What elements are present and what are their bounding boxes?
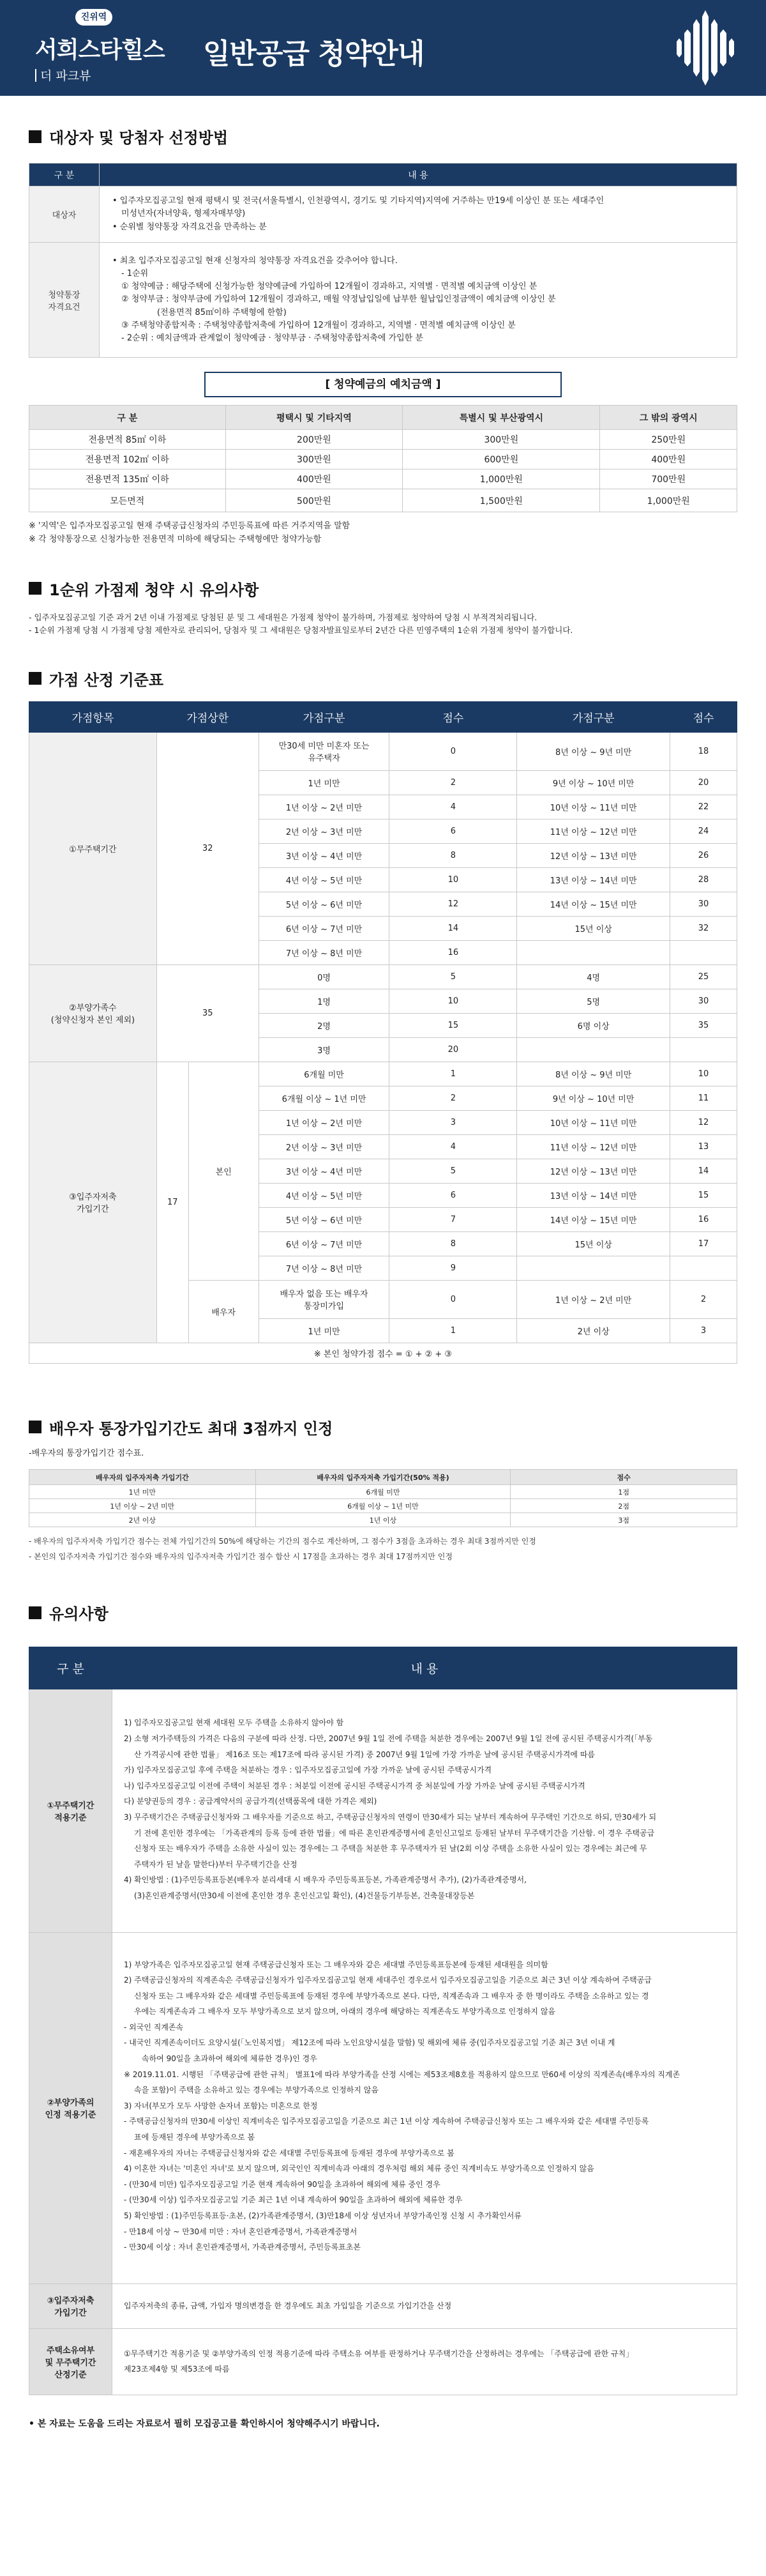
spouse-table [29,1469,737,1527]
row-label: ②부양가족의 인정 적용기준 [29,1932,112,2283]
square-bullet-icon [29,672,41,685]
table-cell: 12년 이상 ~ 13년 미만 [517,1159,670,1183]
row-content: ①무주택기간 적용기준 및 ②부양가족의 인정 적용기준에 따라 주택소유 여부를 판정하거나 무주택기간을 산정하려는 경우에는 「주택공급에 관한 규칙」 제23조제4항 및 제53조에 따름 [112,2328,737,2395]
group-label: ②부양가족수 (청약신청자 본인 제외) [29,964,157,1062]
row-label: ①무주택기간 적용기준 [29,1689,112,1932]
section-title-notes: 유의사항 [29,1601,737,1624]
eligibility-table [29,163,737,358]
table-cell: 10년 이상 ~ 11년 미만 [517,1110,670,1134]
table-cell: 400만원 [225,469,403,489]
table-row [29,1485,737,1499]
deposit-table [29,405,737,512]
table-cell: 11년 이상 ~ 12년 미만 [517,819,670,843]
table-cell: 0 [389,1280,517,1318]
table-cell: 전용면적 102㎡ 이하 [29,450,226,469]
row-label: 청약통장 자격요건 [29,243,100,358]
table-cell: 16 [389,940,517,964]
table-cell: 6개월 미만 [259,1062,389,1086]
row-content: • 최초 입주자모집공고일 현재 신청자의 청약통장 자격요건을 갖추어야 합니다. - 1순위 ① 청약예금 : 해당주택에 신청가능한 청약예금에 가입하여 12개월이 경과하고, 지역별 · 면적별 예치금액 이상인 분 ② 청약부금 : 청약부금에 가입하여 12개월이 경과하고, 매월 약정납입일에 납부한 월납입인정금액이 예치금액 이상인 분 (전용면적 85㎡이하 주택형에 한함) ③ 주택청약종합저축 : 주택청약종합저축에 가입하여 12개월이 경과하고, 지역별 · 면적별 예치금액 이상인 분 - 2순위 : 예치금액과 관계없이 청약예금 · 청약부금 · 주택청약종합저축에 가입한 분 [100,243,737,358]
table-header: 구 분 [29,164,100,187]
table-cell: 6개월 이상 ~ 1년 미만 [255,1499,511,1513]
table-cell: 14 [389,916,517,940]
table-header: 배우자의 입주자저축 가입기간 [29,1470,256,1485]
brand-name: 서희스타힐스 [35,37,165,63]
table-header: 가점구분 [517,701,670,732]
table-header: 내 용 [112,1647,737,1689]
table-cell: 8년 이상 ~ 9년 미만 [517,1062,670,1086]
table-cell: 1년 이상 ~ 2년 미만 [259,1110,389,1134]
row-content: 1) 부양가족은 입주자모집공고일 현재 주택공급신청자 또는 그 배우자와 같은 세대별 주민등록표등본에 등재된 세대원을 의미함 2) 주택공급신청자의 직계존속은 주택공급신청자가 입주자모집공고일 현재 세대주인 경우로서 입주자모집공고일을 기준으로 최근 3년 이상 계속하여 주택공급 신청자 또는 그 배우자와 같은 세대별 주민등록표에 등재된 경우에 부양가족으로 본다. 다만, 직계존속과 그 배우자 중 한 명이라도 주택을 소유하고 있는 경 우에는 직계존속과 그 배우자 모두 부양가족으로 보지 않으며, 아래의 경우에 해당하는 직계존속도 부양가족으로 인정하지 않음 - 외국인 직계존속 - 내국인 직계존속이더도 요양시설(「노인복지법」 제12조에 따라 노인요양시설을 말함) 및 해외에 체류 중(입주자모집공고일 기준 최근 3년 이내 계 속하여 90일을 초과하여 해외에 체류한 경우)인 경우 ※ 2019.11.01. 시행된 「주택공급에 관한 규칙」 별표1에 따라 부양가족을 산정 시에는 제53조제8호를 적용하지 않으므로 만60세 이상의 직계존속(배우자의 직계존 속을 포함)이 주택을 소유하고 있는 경우에는 부양가족으로 인정하지 않음 3) 자녀(부모가 모두 사망한 손자녀 포함)는 미혼으로 한정 - 주택공급신청자의 만30세 이상인 직계비속은 입주자모집공고일을 기준으로 최근 1년 이상 계속하여 주택공급신청자 또는 그 배우자와 같은 세대별 주민등록 표에 등재된 경우에 부양가족으로 봄 - 재혼배우자의 자녀는 주택공급신청자와 같은 세대별 주민등록표에 등재된 경우에 부양가족으로 봄 4) 이혼한 자녀는 '미혼인 자녀'로 보지 않으며, 외국인인 직계비속과 아래의 경우처럼 해외 체류 중인 직계비속도 부양가족으로 인정하지 않음 - (만30세 미만) 입주자모집공고일 기준 현재 계속하여 90일을 초과하여 해외에 체류 중인 경우 - (만30세 이상) 입주자모집공고일 기준 최근 1년 이내 계속하여 90일을 초과하여 해외에 체류한 경우 5) 확인방법 : (1)주민등록표등·초본, (2)가족관계증명서, (3)만18세 이상 성년자녀 부양가족인정 신청 시 추가확인서류 - 만18세 이상 ~ 만30세 미만 : 자녀 혼인관계증명서, 가족관계증명서 - 만30세 이상 : 자녀 혼인관계증명서, 가족관계증명서, 주민등록표초본 [112,1932,737,2283]
table-cell [517,940,670,964]
table-header: 내 용 [100,164,737,187]
brand-logo-icon [673,8,737,88]
table-cell [670,1037,737,1062]
table-cell: 10 [670,1062,737,1086]
table-cell: 7년 이상 ~ 8년 미만 [259,940,389,964]
table-cell: 2년 이상 [29,1513,256,1527]
table-cell: 4 [389,1134,517,1159]
table-cell: 1,000만원 [600,489,737,512]
table-header: 특별시 및 부산광역시 [403,406,600,430]
table-cell: 18 [670,732,737,770]
table-row [29,964,737,989]
table-cell: 1년 미만 [259,1318,389,1343]
deposit-title: [ 청약예금의 예치금액 ] [204,372,562,397]
score-table [29,701,737,1364]
table-cell: 1년 이상 ~ 2년 미만 [259,795,389,819]
table-cell: 12년 이상 ~ 13년 미만 [517,843,670,867]
table-cell: 12 [670,1110,737,1134]
table-cell: 13년 이상 ~ 14년 미만 [517,867,670,892]
table-cell: 1 [389,1062,517,1086]
row-content: 입주자저축의 종류, 금액, 가입자 명의변경을 한 경우에도 최초 가입일을 기준으로 가입기간을 산정 [112,2283,737,2328]
table-header: 평택시 및 기타지역 [225,406,403,430]
square-bullet-icon [29,1606,41,1619]
table-cell: 5년 이상 ~ 6년 미만 [259,1207,389,1231]
table-cell: 32 [670,916,737,940]
table-cell: 6 [389,819,517,843]
table-cell: 2점 [511,1499,737,1513]
table-header: 배우자의 입주자저축 가입기간(50% 적용) [255,1470,511,1485]
table-cell: 600만원 [403,450,600,469]
table-cell: 1점 [511,1485,737,1499]
table-cell: 17 [670,1231,737,1256]
table-cell: 700만원 [600,469,737,489]
table-cell: 14년 이상 ~ 15년 미만 [517,892,670,916]
table-cell: 0명 [259,964,389,989]
table-cell: 7년 이상 ~ 8년 미만 [259,1256,389,1280]
table-row [29,469,737,489]
table-cell: 2 [670,1280,737,1318]
table-cell: 6 [389,1183,517,1207]
table-header: 점수 [389,701,517,732]
table-row [29,1513,737,1527]
table-cell: 28 [670,867,737,892]
table-row [29,430,737,450]
square-bullet-icon [29,130,41,143]
table-cell: 4년 이상 ~ 5년 미만 [259,1183,389,1207]
table-cell: 1년 이상 ~ 2년 미만 [29,1499,256,1513]
table-cell: 7 [389,1207,517,1231]
table-cell: 3 [670,1318,737,1343]
spouse-notes: - 배우자의 입주자저축 가입기간 점수는 전체 가입기간의 50%에 해당하는 기간의 점수로 계산하며, 그 점수가 3점을 초과하는 경우 최대 3점까지만 인정 - 본인의 입주자저축 가입기간 점수와 배우자의 입주자저축 가입기간 점수 합산 시 17점을 초과하는 경우 최대 17점까지만 인정 [29,1537,536,1562]
table-cell: 30 [670,892,737,916]
table-cell [670,1256,737,1280]
page-title: 일반공급 청약안내 [203,38,424,70]
table-cell: 16 [670,1207,737,1231]
table-row [29,489,737,512]
table-cell: 9년 이상 ~ 10년 미만 [517,770,670,795]
table-cell: 전용면적 85㎡ 이하 [29,430,226,450]
brand-subtitle: 더 파크뷰 [35,66,91,84]
row-label: ③입주자저축 가입기간 [29,2283,112,2328]
row-label: 대상자 [29,187,100,243]
table-header: 구 분 [29,406,226,430]
table-cell: 8 [389,1231,517,1256]
section-title-score-table: 가점 산정 기준표 [29,667,737,690]
notes-table [29,1647,737,2395]
spouse-label: 배우자 [188,1280,259,1343]
table-cell: 3년 이상 ~ 4년 미만 [259,843,389,867]
table-header: 가점항목 [29,701,157,732]
table-cell: 15 [389,1013,517,1037]
table-cell: 15 [670,1183,737,1207]
table-cell [670,940,737,964]
table-cell: 3점 [511,1513,737,1527]
group-max: 32 [156,732,259,964]
table-cell: 13 [670,1134,737,1159]
group-label: ①무주택기간 [29,732,157,964]
table-cell: 모든면적 [29,489,226,512]
table-cell: 20 [389,1037,517,1062]
table-cell: 25 [670,964,737,989]
table-cell: 4명 [517,964,670,989]
table-cell: 20 [670,770,737,795]
table-cell: 2 [389,770,517,795]
table-cell: 0 [389,732,517,770]
table-cell: 2년 이상 [517,1318,670,1343]
table-cell: 전용면적 135㎡ 이하 [29,469,226,489]
table-cell: 15년 이상 [517,916,670,940]
table-cell: 500만원 [225,489,403,512]
caution-text: - 입주자모집공고일 기준 과거 2년 이내 가점제로 당첨된 분 및 그 세대원은 가점제 청약이 불가하며, 가점제로 청약하여 당첨 시 부적격처리됩니다. - 1순위 가점제 당첨 시 가점제 당첨 제한자로 관리되어, 당첨자 및 그 세대원은 당첨자발표일로부터 2년간 다른 민영주택의 1순위 가점제 청약이 불가합니다. [29,612,573,635]
table-cell: 1년 이상 [255,1513,511,1527]
section-title-caution: 1순위 가점제 청약 시 유의사항 [29,577,737,600]
table-cell: 22 [670,795,737,819]
table-cell: 5 [389,964,517,989]
table-cell: 1,500만원 [403,489,600,512]
square-bullet-icon [29,582,41,595]
table-cell: 8 [389,843,517,867]
table-cell: 11 [670,1086,737,1110]
section-title-eligibility: 대상자 및 당첨자 선정방법 [29,125,737,148]
table-row [29,450,737,469]
table-cell: 8년 이상 ~ 9년 미만 [517,732,670,770]
table-cell: 5년 이상 ~ 6년 미만 [259,892,389,916]
table-header: 가점상한 [156,701,259,732]
table-row [29,732,737,770]
row-label: 주택소유여부 및 무주택기간 산정기준 [29,2328,112,2395]
table-cell: 6명 이상 [517,1013,670,1037]
disclaimer: • 본 자료는 도움을 드리는 자료로서 필히 모집공고를 확인하시어 청약해주시기 바랍니다. [29,2418,380,2429]
table-cell: 300만원 [403,430,600,450]
section-title-spouse: 배우자 통장가입기간도 최대 3점까지 인정 [29,1416,737,1438]
table-cell: 10 [389,989,517,1013]
group-max: 35 [156,964,259,1062]
table-header: 점수 [670,701,737,732]
table-cell: 2명 [259,1013,389,1037]
spouse-intro: -배우자의 통장가입기간 점수표. [29,1448,144,1458]
table-cell: 6개월 이상 ~ 1년 미만 [259,1086,389,1110]
table-header: 점수 [511,1470,737,1485]
table-cell: 14년 이상 ~ 15년 미만 [517,1207,670,1231]
table-cell: 배우자 없음 또는 배우자 통장미가입 [259,1280,389,1318]
table-cell: 6개월 미만 [255,1485,511,1499]
row-content: • 입주자모집공고일 현재 평택시 및 전국(서울특별시, 인천광역시, 경기도 및 기타지역)지역에 거주하는 만19세 이상인 분 또는 세대주인 미성년자(자녀양육, 형제자매부양) • 순위별 청약통장 자격요건을 만족하는 분 [100,187,737,243]
table-cell: 14 [670,1159,737,1183]
table-cell [517,1037,670,1062]
table-row [29,1062,737,1086]
table-cell: 1년 미만 [259,770,389,795]
table-header: 가점구분 [259,701,389,732]
table-header: 그 밖의 광역시 [600,406,737,430]
table-cell: 10년 이상 ~ 11년 미만 [517,795,670,819]
deposit-notes: ※ '지역'은 입주자모집공고일 현재 주택공급신청자의 주민등록표에 따른 거주지역을 말함 ※ 각 청약통장으로 신청가능한 전용면적 미하에 해당되는 주택형에만 청약가능함 [29,521,350,544]
table-cell: 12 [389,892,517,916]
table-cell: 2년 이상 ~ 3년 미만 [259,1134,389,1159]
table-cell: 9 [389,1256,517,1280]
table-cell: 4 [389,795,517,819]
table-cell: 13년 이상 ~ 14년 미만 [517,1183,670,1207]
table-cell: 300만원 [225,450,403,469]
header-banner [0,0,766,96]
table-row [29,1499,737,1513]
table-cell: 1년 미만 [29,1485,256,1499]
table-cell: 24 [670,819,737,843]
score-formula: ※ 본인 청약가점 점수 = ① + ② + ③ [29,1343,737,1363]
table-header: 구 분 [29,1647,112,1689]
table-cell: 200만원 [225,430,403,450]
self-label: 본인 [188,1062,259,1280]
table-cell: 26 [670,843,737,867]
row-content: 1) 입주자모집공고일 현재 세대원 모두 주택을 소유하지 않아야 함 2) 소형 저가주택등의 가격은 다음의 구분에 따라 산정. 다만, 2007년 9월 1일 전에 주택을 처분한 경우에는 2007년 9월 1일 전에 공시된 주택공시가격(「부동 산 가격공시에 관한 법률」 제16조 또는 제17조에 따라 공시된 가격) 중 2007년 9월 1일에 가장 가까운 날에 공시된 주택공시가격에 따름 가) 입주자모집공고일 후에 주택을 처분하는 경우 : 입주자모집공고일에 가장 가까운 날에 공시된 주택공시가격 나) 입주자모집공고일 이전에 주택이 처분된 경우 : 처분일 이전에 공시된 주택공시가격 중 처분일에 가장 가까운 날에 공시된 주택공시가격 다) 분양권등의 경우 : 공급계약서의 공급가격(선택품목에 대한 가격은 제외) 3) 무주택기간은 주택공급신청자와 그 배우자를 기준으로 하고, 주택공급신청자의 연령이 만30세가 되는 날부터 계속하여 무주택인 기간으로 하되, 만30세가 되 기 전에 혼인한 경우에는 「가족관계의 등록 등에 관한 법률」에 따른 혼인관계증명서에 혼인신고일로 등재된 날부터 무주택기간을 기산함. 이 경우 주택공급 신청자 또는 배우자가 주택을 소유한 사실이 있는 경우에는 그 주택을 처분한 후 무주택자가 된 날(2회 이상 주택을 소유한 사실이 있는 경우에는 최근에 무 주택자가 된 날을 말한다)부터 무주택기간을 산정 4) 확인방법 : (1)주민등록표등본(배우자 분리세대 시 배우자 주민등록표등본, 가족관계증명서 추가), (2)가족관계증명서, (3)혼인관계증명서(만30세 이전에 혼인한 경우 혼인신고일 확인), (4)건물등기부등본, 건축물대장등본 [112,1689,737,1932]
square-bullet-icon [29,1421,41,1433]
table-cell: 9년 이상 ~ 10년 미만 [517,1086,670,1110]
table-cell: 3년 이상 ~ 4년 미만 [259,1159,389,1183]
table-cell: 5 [389,1159,517,1183]
table-cell: 30 [670,989,737,1013]
table-cell: 11년 이상 ~ 12년 미만 [517,1134,670,1159]
table-cell: 5명 [517,989,670,1013]
table-cell: 6년 이상 ~ 7년 미만 [259,916,389,940]
table-cell: 3명 [259,1037,389,1062]
table-cell: 15년 이상 [517,1231,670,1256]
table-cell: 만30세 미만 미혼자 또는 유주택자 [259,732,389,770]
table-cell: 1,000만원 [403,469,600,489]
table-cell: 400만원 [600,450,737,469]
station-badge: 진위역 [75,9,112,26]
table-cell: 1 [389,1318,517,1343]
table-cell [517,1256,670,1280]
group-label: ③입주자저축 가입기간 [29,1062,157,1343]
table-cell: 250만원 [600,430,737,450]
table-cell: 2년 이상 ~ 3년 미만 [259,819,389,843]
table-cell: 35 [670,1013,737,1037]
table-cell: 4년 이상 ~ 5년 미만 [259,867,389,892]
table-cell: 10 [389,867,517,892]
table-cell: 1년 이상 ~ 2년 미만 [517,1280,670,1318]
table-cell: 3 [389,1110,517,1134]
table-cell: 1명 [259,989,389,1013]
table-cell: 2 [389,1086,517,1110]
group-max: 17 [156,1062,188,1343]
table-cell: 6년 이상 ~ 7년 미만 [259,1231,389,1256]
